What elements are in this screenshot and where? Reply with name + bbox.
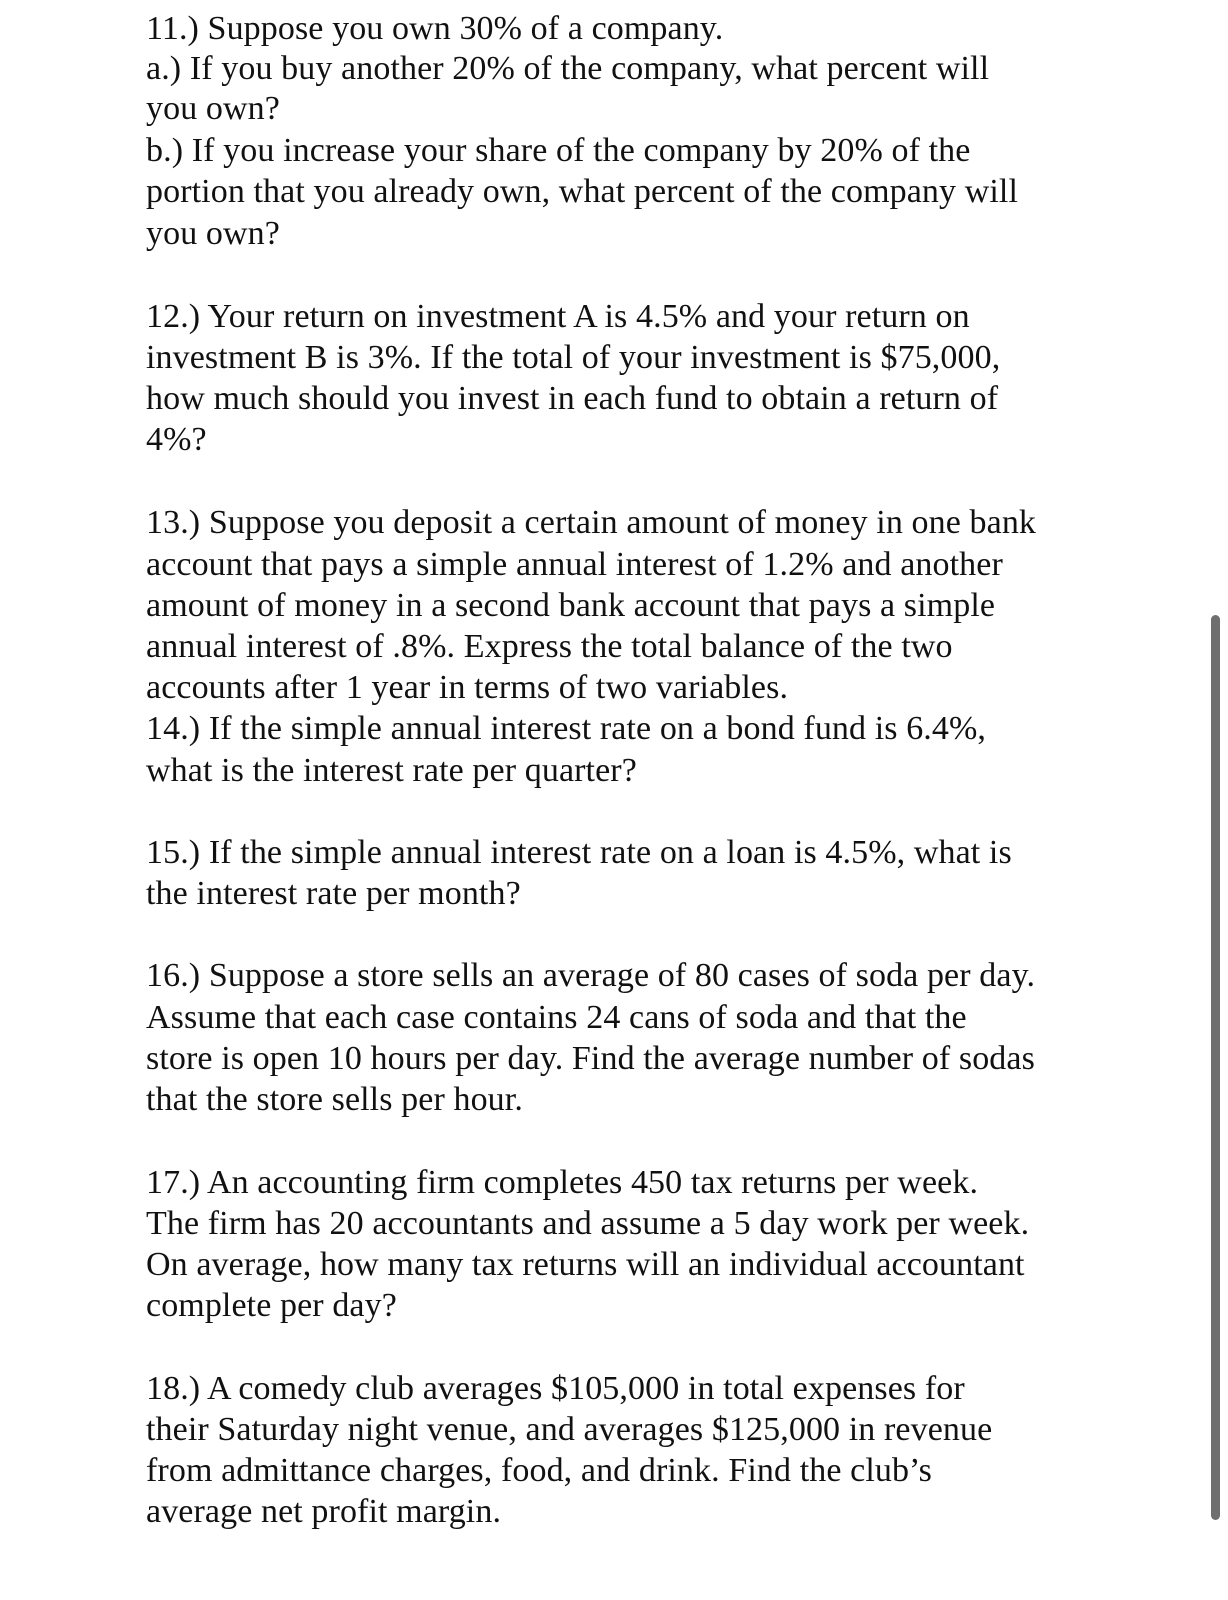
problem-line: from admittance charges, food, and drink. Find the club’s [146,1452,932,1489]
problem-line: 18.) A comedy club averages $105,000 in total expenses for [146,1370,965,1407]
problem-line: accounts after 1 year in terms of two variables. [146,669,789,706]
problem-line: how much should you invest in each fund to obtain a return of [146,380,999,417]
problem-line: 12.) Your return on investment A is 4.5% and your return on [146,298,970,335]
problem-line: 17.) An accounting firm completes 450 tax returns per week. [146,1164,979,1201]
problem-line: a.) If you buy another 20% of the company, what percent will [146,50,990,87]
vertical-scrollbar[interactable] [1211,615,1220,1520]
problem-line: portion that you already own, what percent of the company will [146,173,1019,210]
problem-line: Assume that each case contains 24 cans of soda and that the [146,999,967,1036]
problem-line: 11.) Suppose you own 30% of a company. [146,10,724,47]
problem-line: The firm has 20 accountants and assume a 5 day work per week. [146,1205,1030,1242]
problem-line: 13.) Suppose you deposit a certain amount of money in one bank [146,504,1037,541]
problem-line: On average, how many tax returns will an individual accountant [146,1246,1025,1283]
problem-line: average net profit margin. [146,1493,502,1530]
problem-line: complete per day? [146,1287,397,1324]
problem-line: account that pays a simple annual interest of 1.2% and another [146,546,1003,583]
problem-line: 16.) Suppose a store sells an average of 80 cases of soda per day. [146,957,1036,994]
problem-line: their Saturday night venue, and averages $125,000 in revenue [146,1411,993,1448]
problem-line: what is the interest rate per quarter? [146,752,637,789]
problem-line: 15.) If the simple annual interest rate on a loan is 4.5%, what is [146,834,1012,871]
problem-line: you own? [146,90,280,127]
problem-line: 4%? [146,421,207,458]
problem-line: amount of money in a second bank account that pays a simple [146,587,996,624]
problem-line: the interest rate per month? [146,875,521,912]
problem-line: store is open 10 hours per day. Find the average number of sodas [146,1040,1035,1077]
problem-line: 14.) If the simple annual interest rate on a bond fund is 6.4%, [146,710,987,747]
problem-line: that the store sells per hour. [146,1081,523,1118]
problem-line: investment B is 3%. If the total of your investment is $75,000, [146,339,1001,376]
problem-line: annual interest of .8%. Express the total balance of the two [146,628,953,665]
problem-line: you own? [146,215,280,252]
problem-line: b.) If you increase your share of the company by 20% of the [146,132,971,169]
